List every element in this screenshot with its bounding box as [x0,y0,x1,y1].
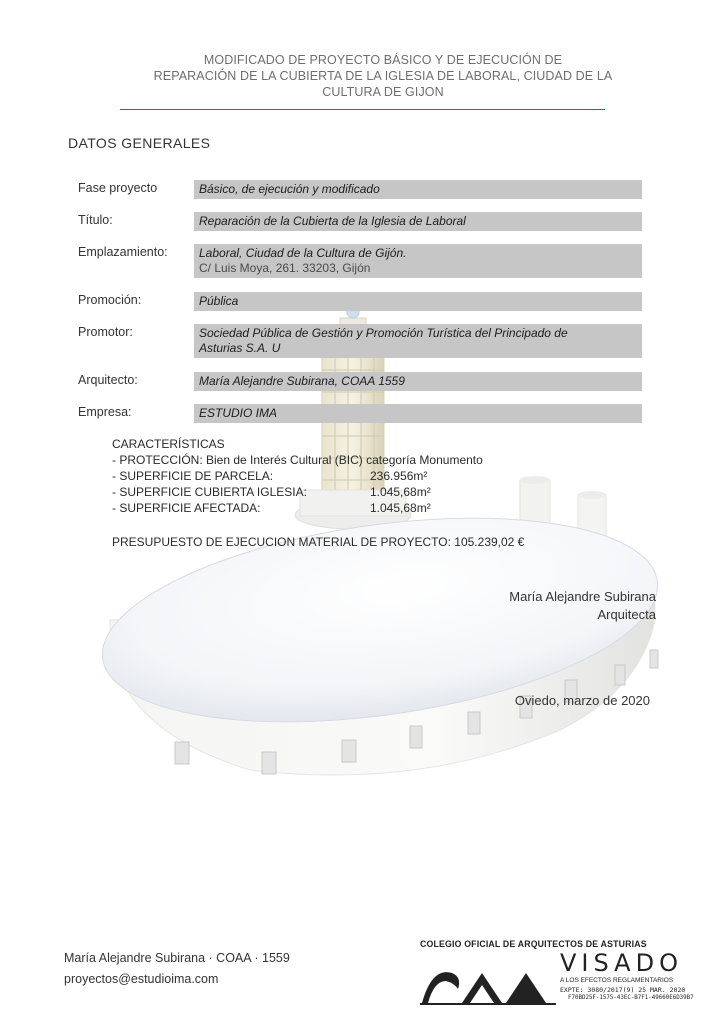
budget-line: PRESUPUESTO DE EJECUCION MATERIAL DE PROYECTO: 105.239,02 € [112,535,525,549]
field-value-address: C/ Luis Moya, 261. 33203, Gijón [199,261,371,275]
field-label-titulo: Título: [78,213,113,227]
field-label-promocion: Promoción: [78,293,142,307]
document-header [100,52,666,100]
header-rule [120,109,605,110]
field-value-text: Laboral, Ciudad de la Cultura de Gijón. [199,246,407,260]
signature-block [420,588,656,624]
characteristics-row [112,484,483,500]
characteristics-row [112,468,483,484]
field-value-text: Básico, de ejecución y modificado [199,182,380,196]
row-label: - SUPERFICIE DE PARCELA: [112,469,274,483]
field-label-fase: Fase proyecto [78,181,158,195]
stamp-title: COLEGIO OFICIAL DE ARQUITECTOS DE ASTURIAS [420,939,647,950]
visado-stamp [418,937,708,1009]
characteristics-row [112,500,483,516]
field-value-promotor [194,324,642,358]
field-value-empresa [194,404,642,423]
stamp-expte: EXPTE: 3080/2017(9) 25 MAR. 2020 [560,986,686,994]
field-value-fase [194,180,642,199]
field-label-arquitecto: Arquitecto: [78,373,138,387]
field-value-text: Pública [199,294,239,308]
characteristics-protection: - PROTECCIÓN: Bien de Interés Cultural (BIC) categoría Monumento [112,453,483,467]
row-value: 1.045,68m² [370,485,431,499]
row-label: - SUPERFICIE CUBIERTA IGLESIA: [112,485,307,499]
signature-role: Arquitecta [597,607,656,622]
row-label: - SUPERFICIE AFECTADA: [112,501,261,515]
field-value-titulo [194,212,642,231]
field-value-arquitecto [194,372,642,391]
field-label-empresa: Empresa: [78,405,132,419]
header-line-1: MODIFICADO DE PROYECTO BÁSICO Y DE EJECUCIÓN DE [203,53,563,67]
field-value-promotor-cont: Asturias S.A. U [199,341,281,355]
characteristics-block [112,436,483,516]
footer-name: María Alejandre Subirana · COAA · 1559 [64,951,290,965]
coaa-logo-icon [418,959,558,1007]
section-title: DATOS GENERALES [68,135,211,151]
footer-contact [64,948,290,990]
row-value: 1.045,68m² [370,501,431,515]
field-value-text: Sociedad Pública de Gestión y Promoción Turística del Principado de [199,326,568,340]
field-value-promocion [194,292,642,311]
signature-name: María Alejandre Subirana [509,589,656,604]
field-value-text: ESTUDIO IMA [199,406,278,420]
field-label-emplazamiento: Emplazamiento: [78,245,168,259]
field-value-emplazamiento [194,244,642,278]
stamp-hash: F70BD25F-1575-43EC-B7F1-49660E6D39B7 [568,995,694,1001]
place-date: Oviedo, marzo de 2020 [514,693,650,708]
field-value-text: Reparación de la Cubierta de la Iglesia de Laboral [199,214,466,228]
header-line-3: CULTURA DE GIJON [322,85,444,99]
field-value-text: María Alejandre Subirana, COAA 1559 [199,374,405,388]
stamp-visado: VISADO [560,949,683,977]
footer-email[interactable]: proyectos@estudioima.com [64,972,219,986]
stamp-subtitle: A LOS EFECTOS REGLAMENTARIOS [560,977,674,984]
header-line-2: REPARACIÓN DE LA CUBIERTA DE LA IGLESIA DE LABORAL, CIUDAD DE LA [153,69,613,83]
characteristics-title: CARACTERÍSTICAS [112,437,225,451]
field-label-promotor: Promotor: [78,325,133,339]
row-value: 236.956m² [370,469,428,483]
